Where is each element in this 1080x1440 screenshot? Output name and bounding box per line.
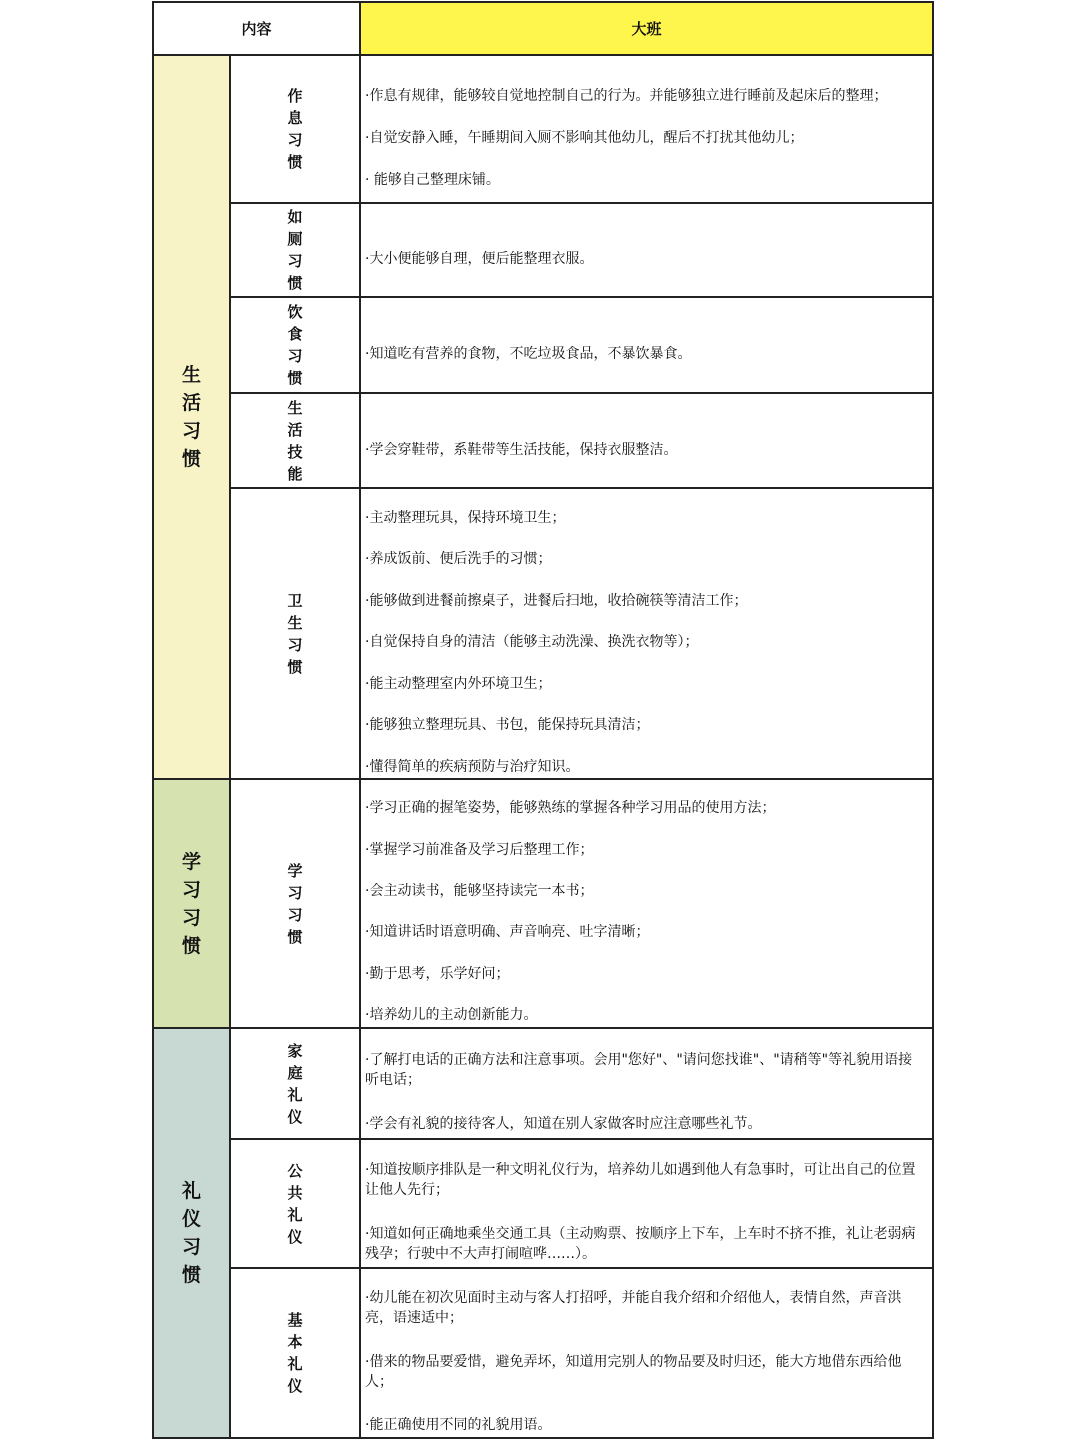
content-diet [359,296,934,394]
list-item: ·作息有规律，能够较自觉地控制自己的行为。并能够独立进行睡前及起床后的整理； [365,88,888,104]
category-label: 学习习惯 [181,850,201,957]
subcategory-label: 公共礼仪 [287,1161,303,1246]
subcategory-public-etiquette [229,1138,361,1269]
content-toilet [359,202,934,298]
subcategory-basic-etiquette [229,1267,361,1439]
list-item: ·知道吃有营养的食物，不吃垃圾食品，不暴饮暴食。 [365,346,692,362]
list-item: ·能主动整理室内外环境卫生； [365,676,552,692]
list-item: ·学会有礼貌的接待客人，知道在别人家做客时应注意哪些礼节。 [365,1116,762,1132]
subcategory-label: 作息习惯 [287,87,303,171]
list-item: · 能够自己整理床铺。 [365,172,500,188]
list-item: ·幼儿能在初次见面时主动与客人打招呼，并能自我介绍和介绍他人，表情自然，声音洪亮，语速适中； [365,1290,902,1326]
category-study [152,778,231,1029]
subcategory-life-skills [229,392,361,489]
list-item: ·懂得简单的疾病预防与治疗知识。 [365,759,580,775]
list-item: ·能够做到进餐前擦桌子，进餐后扫地，收拾碗筷等清洁工作； [365,593,748,609]
content-rest [359,54,934,204]
list-item: ·主动整理玩具，保持环境卫生； [365,510,566,526]
list-item: ·培养幼儿的主动创新能力。 [365,1007,538,1023]
header-big-class: 大班 [359,1,934,56]
subcategory-study [229,778,361,1029]
content-basic-etiquette [359,1267,934,1439]
header-content: 内容 [152,1,361,56]
list-item: ·知道讲话时语意明确、声音响亮、吐字清晰； [365,924,650,940]
list-item: ·知道如何正确地乘坐交通工具（主动购票、按顺序上下车，上车时不挤不推，礼让老弱病残孕；行驶中不大声打闹喧哗……）。 [365,1226,916,1262]
subcategory-label: 家庭礼仪 [287,1041,303,1126]
subcategory-label: 学习习惯 [287,861,303,946]
content-public-etiquette [359,1138,934,1269]
content-family-etiquette [359,1027,934,1140]
list-item: ·自觉安静入睡，午睡期间入厕不影响其他幼儿，醒后不打扰其他幼儿； [365,130,804,146]
subcategory-label: 饮食习惯 [287,303,303,387]
subcategory-diet [229,296,361,394]
list-item: ·勤于思考，乐学好问； [365,966,510,982]
category-etiquette [152,1027,231,1439]
subcategory-label: 基本礼仪 [287,1311,303,1395]
list-item: ·养成饭前、便后洗手的习惯； [365,551,552,567]
list-item: ·自觉保持自身的清洁（能够主动洗澡、换洗衣物等）； [365,634,699,650]
category-label: 礼仪习惯 [181,1180,201,1286]
list-item: ·借来的物品要爱惜，避免弄坏，知道用完别人的物品要及时归还，能大方地借东西给他人； [365,1354,902,1390]
content-life-skills [359,392,934,489]
subcategory-label: 如厕习惯 [287,208,303,292]
content-hygiene [359,487,934,780]
content-study [359,778,934,1029]
list-item: ·能够独立整理玩具、书包，能保持玩具清洁； [365,717,650,733]
subcategory-label: 卫生习惯 [287,591,303,676]
subcategory-hygiene [229,487,361,780]
subcategory-rest [229,54,361,204]
subcategory-label: 生活技能 [287,398,303,483]
subcategory-family-etiquette [229,1027,361,1140]
list-item: ·能正确使用不同的礼貌用语。 [365,1417,552,1433]
list-item: ·了解打电话的正确方法和注意事项。会用"您好"、"请问您找谁"、"请稍等"等礼貌用语接听电话； [365,1052,913,1088]
list-item: ·大小便能够自理，便后能整理衣服。 [365,251,594,267]
list-item: ·知道按顺序排队是一种文明礼仪行为，培养幼儿如遇到他人有急事时，可让出自己的位置让他人先行； [365,1162,916,1198]
category-label: 生活习惯 [181,364,201,470]
list-item: ·掌握学习前准备及学习后整理工作； [365,842,594,858]
subcategory-toilet [229,202,361,298]
list-item: ·会主动读书，能够坚持读完一本书； [365,883,594,899]
category-life [152,54,231,780]
list-item: ·学习正确的握笔姿势，能够熟练的掌握各种学习用品的使用方法； [365,800,776,816]
list-item: ·学会穿鞋带，系鞋带等生活技能，保持衣服整洁。 [365,442,678,458]
